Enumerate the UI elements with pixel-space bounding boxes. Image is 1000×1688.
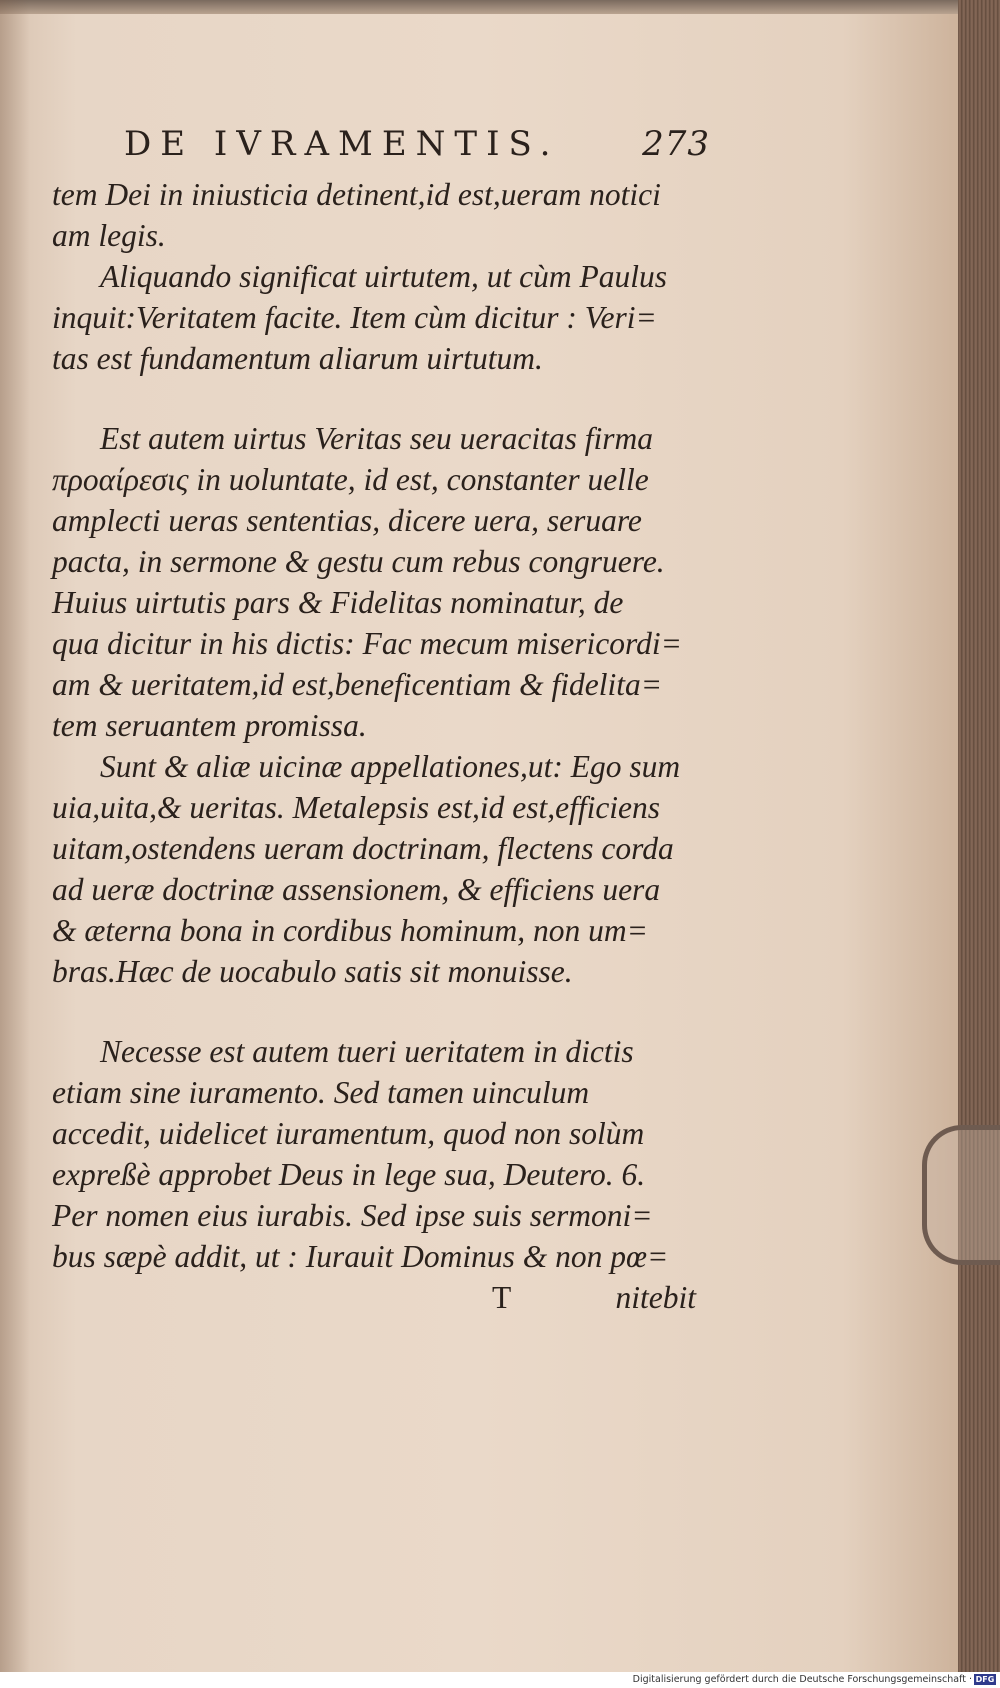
- paragraph-gap: [52, 379, 702, 418]
- text-line: Per nomen eius iurabis. Sed ipse suis sermoni=: [52, 1198, 653, 1233]
- text-line: tem Dei in iniusticia detinent,id est,ueram notici: [52, 177, 661, 212]
- text-line: Aliquando significat uirtutem, ut cùm Paulus: [100, 259, 667, 294]
- text-line: am & ueritatem,id est,beneficentiam & fidelita=: [52, 667, 663, 702]
- page-top-edge: [0, 0, 958, 14]
- text-line: qua dicitur in his dictis: Fac mecum misericordi=: [52, 626, 682, 661]
- spine-shadow: [0, 0, 30, 1672]
- paragraph-gap: [52, 992, 702, 1031]
- text-line: tem seruantem promissa.: [52, 708, 367, 743]
- text-line: uia,uita,& ueritas. Metalepsis est,id est,efficiens: [52, 790, 661, 825]
- running-title: DE IVRAMENTIS.: [124, 124, 560, 164]
- text-line: inquit:Veritatem facite. Item cùm dicitur : Veri=: [52, 300, 657, 335]
- text-line: tas est fundamentum aliarum uirtutum.: [52, 341, 543, 376]
- text-line: ad ueræ doctrinæ assensionem, & efficiens uera: [52, 872, 661, 907]
- text-block: [52, 120, 710, 1318]
- body-text: [52, 174, 702, 1277]
- text-line: Necesse est autem tueri ueritatem in dictis: [100, 1034, 634, 1069]
- text-line: pacta, in sermone & gestu cum rebus congruere.: [52, 544, 665, 579]
- book-fore-edge: [958, 0, 1000, 1672]
- signature-mark: T: [492, 1280, 512, 1315]
- running-head: [52, 120, 710, 174]
- text-line: Sunt & aliæ uicinæ appellationes,ut: Ego sum: [100, 749, 681, 784]
- text-line: accedit, uidelicet iuramentum, quod non solùm: [52, 1116, 645, 1151]
- page-number: 273: [642, 124, 710, 164]
- text-line: Est autem uirtus Veritas seu ueracitas firma: [100, 421, 653, 456]
- signature-line: [52, 1277, 702, 1318]
- text-line: & æterna bona in cordibus hominum, non um=: [52, 913, 648, 948]
- clasp-strap: [922, 1125, 1000, 1265]
- funding-credit: Digitalisierung gefördert durch die Deutsche Forschungsgemeinschaft ·: [632, 1674, 972, 1685]
- text-line: etiam sine iuramento. Sed tamen uinculum: [52, 1075, 590, 1110]
- text-line: προαίρεσις in uoluntate, id est, constanter uelle: [52, 462, 649, 497]
- text-line: bus sæpè addit, ut : Iurauit Dominus & non pœ=: [52, 1239, 669, 1274]
- text-line: Huius uirtutis pars & Fidelitas nominatur, de: [52, 585, 624, 620]
- text-line: bras.Hæc de uocabulo satis sit monuisse.: [52, 954, 573, 989]
- dfg-logo: DFG: [975, 1675, 995, 1684]
- catchword: nitebit: [615, 1280, 696, 1315]
- text-line: expreßè approbet Deus in lege sua, Deutero. 6.: [52, 1157, 646, 1192]
- text-line: uitam,ostendens ueram doctrinam, flectens corda: [52, 831, 674, 866]
- text-line: am legis.: [52, 218, 166, 253]
- text-line: amplecti ueras sententias, dicere uera, seruare: [52, 503, 642, 538]
- footer-bar: [0, 1672, 1000, 1688]
